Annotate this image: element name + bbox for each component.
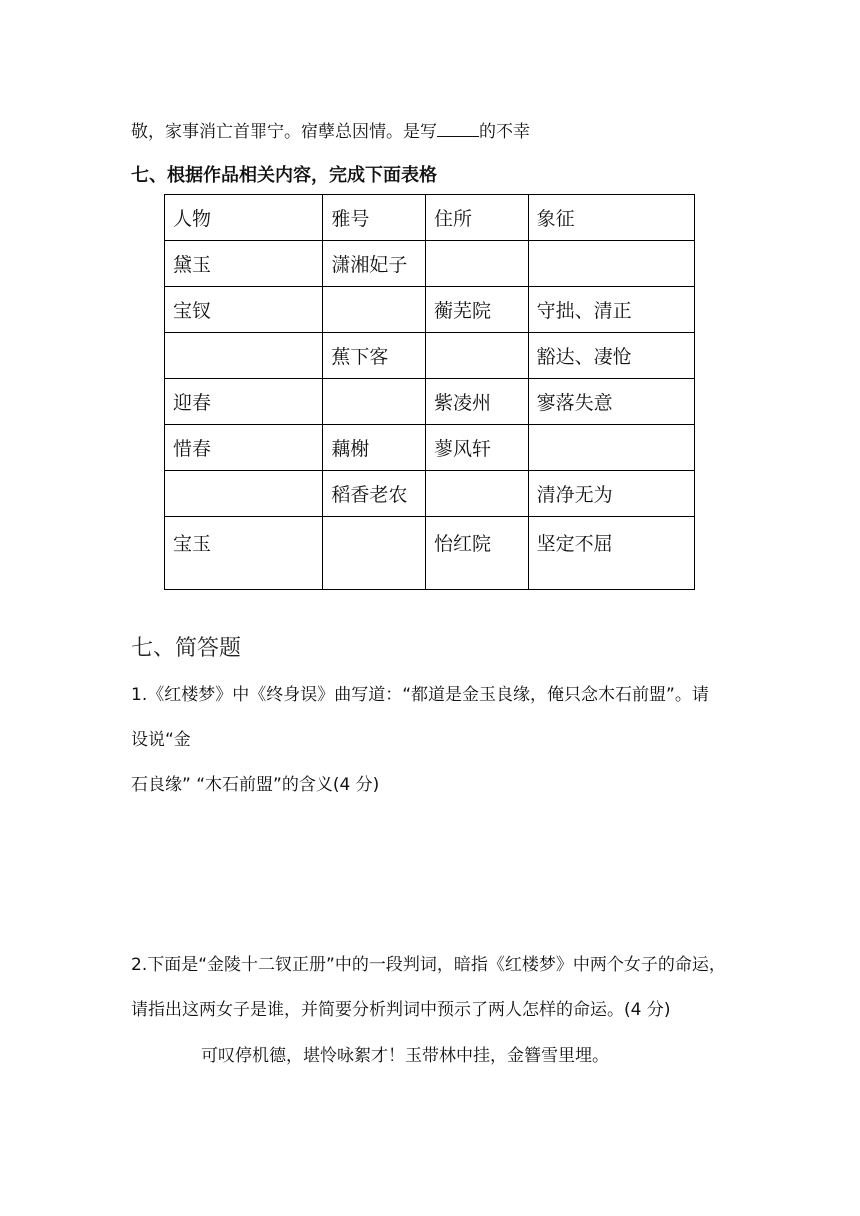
character-table	[164, 194, 695, 590]
header-cell: 雅号	[323, 195, 426, 241]
table-cell	[165, 471, 323, 517]
table-cell: 豁达、凄怆	[528, 333, 694, 379]
table-cell: 黛玉	[165, 241, 323, 287]
table-cell: 紫凌州	[425, 379, 528, 425]
question1-line1: 1.《红楼梦》中《终身误》曲写道：“都道是金玉良缘，俺只念木石前盟”。请	[131, 685, 709, 705]
table-cell: 怡红院	[425, 517, 528, 590]
table-cell: 宝钗	[165, 287, 323, 333]
table-cell	[528, 425, 694, 471]
table-cell	[165, 333, 323, 379]
table-cell: 蓼风轩	[425, 425, 528, 471]
top-text-after: 的不幸	[479, 122, 530, 142]
table-row	[165, 241, 695, 287]
table-row	[165, 379, 695, 425]
table-cell	[323, 287, 426, 333]
header-cell: 住所	[425, 195, 528, 241]
table-row	[165, 333, 695, 379]
table-row	[165, 471, 695, 517]
question2-line1: 2.下面是“金陵十二钗正册”中的一段判词，暗指《红楼梦》中两个女子的命运，	[131, 955, 726, 975]
table-row	[165, 287, 695, 333]
judgment-poem: 可叹停机德，堪怜咏絮才！玉带林中挂，金簪雪里埋。	[201, 1046, 609, 1066]
table-cell	[425, 333, 528, 379]
top-text-line	[131, 117, 530, 142]
table-cell	[528, 241, 694, 287]
table-cell	[323, 517, 426, 590]
table-cell: 潇湘妃子	[323, 241, 426, 287]
table-cell: 宝玉	[165, 517, 323, 590]
section1-heading: 七、根据作品相关内容，完成下面表格	[131, 165, 437, 186]
section2-heading: 七、简答题	[131, 636, 242, 661]
table-row	[165, 517, 695, 590]
table-cell: 藕榭	[323, 425, 426, 471]
table-cell: 坚定不屈	[528, 517, 694, 590]
question1-line2: 设说“金	[131, 730, 191, 750]
table-cell: 蕉下客	[323, 333, 426, 379]
header-cell: 人物	[165, 195, 323, 241]
table-cell: 惜春	[165, 425, 323, 471]
fill-blank	[437, 122, 479, 137]
table-cell: 守拙、清正	[528, 287, 694, 333]
table-cell: 清净无为	[528, 471, 694, 517]
table-header-row	[165, 195, 695, 241]
question2-line2: 请指出这两女子是谁，并简要分析判词中预示了两人怎样的命运。(4 分)	[131, 1000, 671, 1020]
top-text-before: 敬，家事消亡首罪宁。宿孽总因情。是写	[131, 122, 437, 142]
table-row	[165, 425, 695, 471]
table-cell	[425, 241, 528, 287]
table-cell: 寥落失意	[528, 379, 694, 425]
table-cell	[425, 471, 528, 517]
question1-line3: 石良缘” “木石前盟”的含义(4 分)	[131, 775, 380, 795]
table-cell: 迎春	[165, 379, 323, 425]
table-cell: 稻香老农	[323, 471, 426, 517]
table-cell	[323, 379, 426, 425]
table-cell: 蘅芜院	[425, 287, 528, 333]
header-cell: 象征	[528, 195, 694, 241]
